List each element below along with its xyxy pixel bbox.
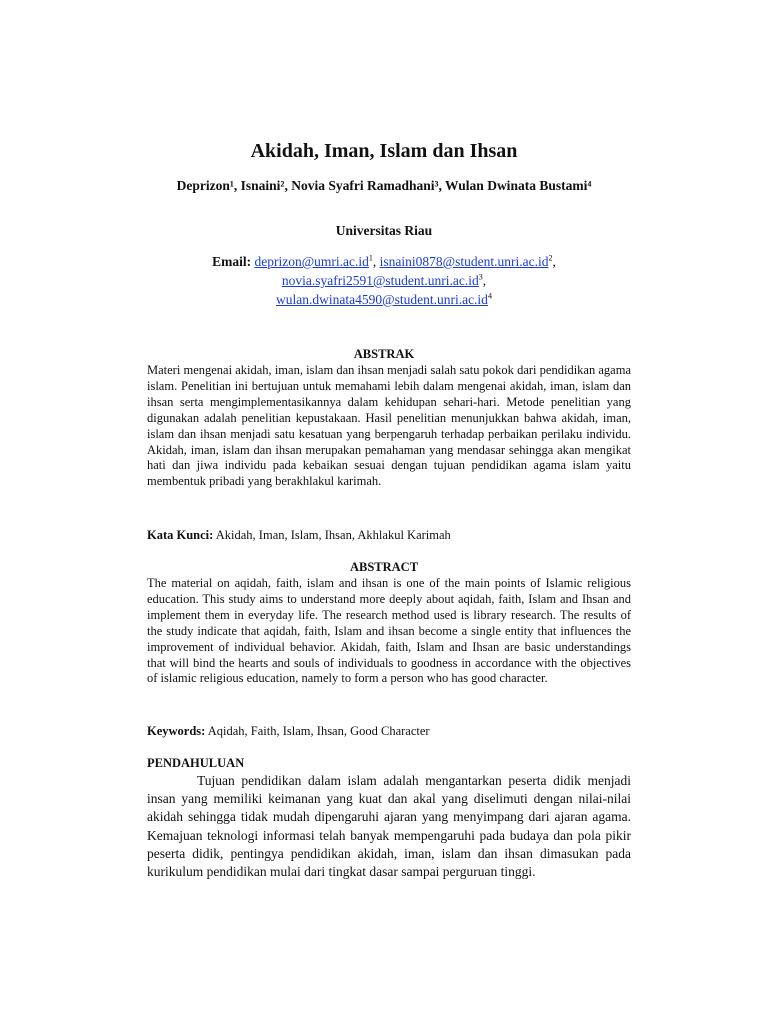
- email-mark-3: 3: [478, 272, 483, 282]
- keywords-line: [147, 723, 631, 739]
- abstrak-text: Materi mengenai akidah, iman, islam dan ihsan menjadi salah satu pokok dari pendidikan agama islam. Penelitian ini bertujuan untuk memahami lebih dalam mengenai akidah, iman, islam dan ihsan serta mengimplementasikannya dalam kehidupan sehari-hari. Metode penelitian yang digunakan adalah penelitian kepustakaan. Hasil penelitian menunjukkan bahwa akidah, iman, islam dan ihsan menjadi satu kesatuan yang berpengaruh terhadap perbaikan perilaku individu. Akidah, iman, islam dan ihsan merupakan pemahaman yang mendasar sehingga akan mengikat hati dan jiwa individu pada kebaikan sesuai dengan tujuan pendidikan agama islam yaitu membentuk pribadi yang berakhlakul karimah.: [147, 363, 631, 489]
- email-label: Email:: [212, 254, 252, 269]
- pendahuluan-text: Tujuan pendidikan dalam islam adalah mengantarkan peserta didik menjadi insan yang memiliki keimanan yang kuat dan akal yang diselimuti dengan nilai-nilai akidah sehingga tidak mudah dipengaruhi ajaran yang menyimpang dari ajaran agama. Kemajuan teknologi informasi telah banyak mempengaruhi pada budaya dan pola pikir peserta didik, pentingya pendidikan akidah, iman, islam dan ihsan dimasukan pada kurikulum pendidikan mulai dari tingkat dasar sampai perguruan tinggi.: [147, 773, 631, 880]
- email-mark-4: 4: [487, 291, 492, 301]
- email-mark-1: 1: [368, 253, 373, 263]
- kata-kunci-line: [147, 527, 631, 543]
- email-separator: ,: [552, 254, 556, 269]
- pendahuluan-heading: PENDAHULUAN: [147, 756, 245, 770]
- paper-title: Akidah, Iman, Islam dan Ihsan: [250, 140, 518, 162]
- kata-kunci-label: Kata Kunci:: [147, 528, 214, 542]
- email-link-2[interactable]: isnaini0878@student.unri.ac.id: [379, 254, 549, 269]
- kata-kunci-value: Akidah, Iman, Islam, Ihsan, Akhlakul Karimah: [213, 528, 451, 542]
- abstract-heading: ABSTRACT: [349, 560, 419, 574]
- email-mark-2: 2: [548, 253, 553, 263]
- email-link-1[interactable]: deprizon@umri.ac.id: [254, 254, 369, 269]
- abstract-text: The material on aqidah, faith, islam and ihsan is one of the main points of Islamic religious education. This study aims to understand more deeply about aqidah, faith, Islam and Ihsan and implement them in everyday life. The research method used is library research. The results of the study indicate that aqidah, faith, Islam and ihsan become a single entity that influences the improvement of individual behavior. Akidah, faith, Islam and Ihsan are basic understandings that will bind the hearts and souls of individuals to goodness in accordance with the objectives of islamic religious education, namely to form a person who has good character.: [147, 576, 631, 686]
- keywords-label: Keywords:: [147, 724, 206, 738]
- email-link-4[interactable]: wulan.dwinata4590@student.unri.ac.id: [276, 292, 488, 307]
- email-link-3[interactable]: novia.syafri2591@student.unri.ac.id: [281, 273, 479, 288]
- email-block: [150, 252, 618, 309]
- keywords-value: Aqidah, Faith, Islam, Ihsan, Good Character: [205, 724, 430, 738]
- abstrak-heading: ABSTRAK: [353, 347, 415, 361]
- email-separator: ,: [482, 273, 487, 288]
- author-list: Deprizon¹, Isnaini², Novia Syafri Ramadhani³, Wulan Dwinata Bustami⁴: [176, 178, 592, 193]
- affiliation: Universitas Riau: [335, 223, 433, 238]
- email-separator: ,: [372, 254, 380, 269]
